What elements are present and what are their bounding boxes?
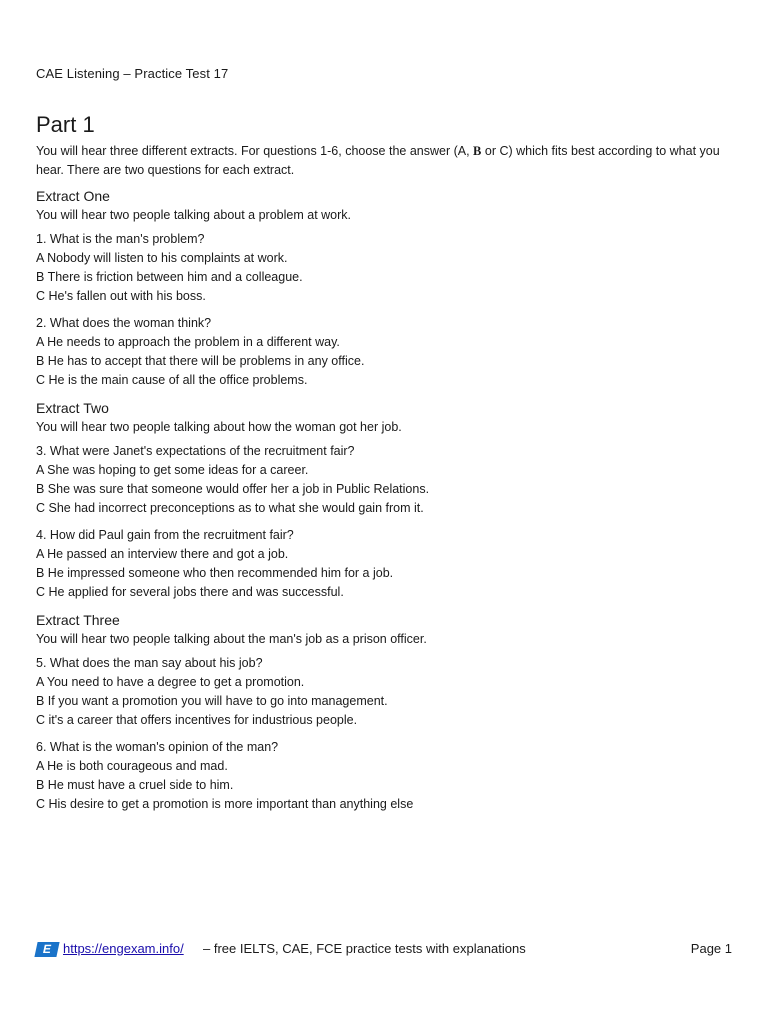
extract-description: You will hear two people talking about a problem at work. [36, 208, 352, 222]
option-c: C He's fallen out with his boss. [36, 289, 206, 303]
instructions [36, 142, 734, 180]
question-text: 1. What is the man's problem? [36, 232, 205, 246]
part-title: Part 1 [36, 112, 95, 137]
question-5 [36, 654, 734, 730]
option-a: A He is both courageous and mad. [36, 759, 228, 773]
option-c: C it's a career that offers incentives for industrious people. [36, 713, 358, 727]
document-header: CAE Listening – Practice Test 17 [36, 66, 229, 81]
option-b: B She was sure that someone would offer her a job in Public Relations. [36, 482, 430, 496]
page-footer [36, 940, 732, 960]
question-text: 3. What were Janet's expectations of the recruitment fair? [36, 444, 355, 458]
extracts-container [36, 186, 734, 822]
option-c: C He applied for several jobs there and was successful. [36, 585, 344, 599]
option-b: B There is friction between him and a colleague. [36, 270, 303, 284]
page-number: Page 1 [690, 941, 732, 956]
instructions-text: You will hear three different extracts. For questions 1-6, choose the answer (A, [36, 144, 474, 158]
option-a: A She was hoping to get some ideas for a career. [36, 463, 309, 477]
extract-one [36, 186, 734, 390]
option-a: A He needs to approach the problem in a different way. [36, 335, 340, 349]
option-b: B He has to accept that there will be problems in any office. [36, 354, 365, 368]
question-text: 2. What does the woman think? [36, 316, 212, 330]
engexam-link[interactable]: https://engexam.info/ [63, 941, 184, 956]
instructions-text-end: or C) which fits best according to what you hear. There are two questions for each extract. [36, 144, 720, 177]
question-3 [36, 442, 734, 518]
question-text: 6. What is the woman's opinion of the man? [36, 740, 279, 754]
extract-description: You will hear two people talking about how the woman got her job. [36, 420, 402, 434]
option-b: B He impressed someone who then recommended him for a job. [36, 566, 394, 580]
option-b: B If you want a promotion you will have to go into management. [36, 694, 388, 708]
question-4 [36, 526, 734, 602]
option-c: C His desire to get a promotion is more important than anything else [36, 797, 414, 811]
extract-description: You will hear two people talking about the man's job as a prison officer. [36, 632, 427, 646]
option-a: A He passed an interview there and got a job. [36, 547, 289, 561]
question-1 [36, 230, 734, 306]
question-6 [36, 738, 734, 814]
question-text: 4. How did Paul gain from the recruitment fair? [36, 528, 294, 542]
engexam-logo-icon: E [34, 942, 59, 957]
option-c: C She had incorrect preconceptions as to what she would gain from it. [36, 501, 424, 515]
extract-title: Extract One [36, 188, 110, 204]
option-b: B He must have a cruel side to him. [36, 778, 234, 792]
option-a: A You need to have a degree to get a promotion. [36, 675, 305, 689]
question-2 [36, 314, 734, 390]
extract-two [36, 398, 734, 602]
question-text: 5. What does the man say about his job? [36, 656, 263, 670]
extract-title: Extract Two [36, 400, 109, 416]
extract-three [36, 610, 734, 814]
extract-title: Extract Three [36, 612, 120, 628]
instructions-bold-letter: B [473, 144, 482, 158]
option-a: A Nobody will listen to his complaints at work. [36, 251, 288, 265]
option-c: C He is the main cause of all the office problems. [36, 373, 308, 387]
footer-tagline: – free IELTS, CAE, FCE practice tests with explanations [203, 941, 526, 956]
